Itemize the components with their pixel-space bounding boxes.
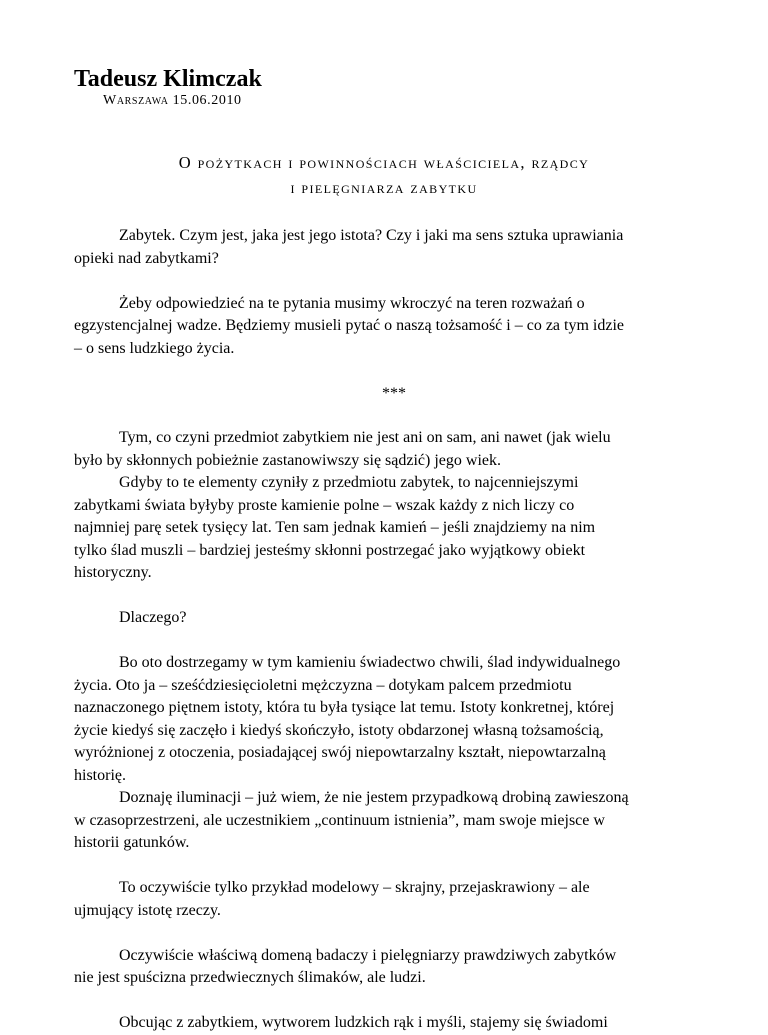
text-line: Obcując z zabytkiem, wytworem ludzkich rąk i myśli, stajemy się świadomi: [119, 1014, 608, 1031]
text-line: zabytkami świata byłyby proste kamienie polne – wszak każdy z nich liczy co: [74, 496, 575, 514]
text-line: najmniej parę setek tysięcy lat. Ten sam jednak kamień – jeśli znajdziemy na nim: [74, 519, 596, 536]
paragraph: [74, 945, 714, 990]
text-line: historię.: [74, 766, 126, 784]
text-line: Zabytek. Czym jest, jaka jest jego istota? Czy i jaki ma sens sztuka uprawiania: [119, 227, 624, 244]
paragraph: [74, 607, 714, 630]
text-line: Gdyby to te elementy czyniły z przedmiotu zabytek, to najcenniejszymi: [119, 474, 579, 491]
document-body: [74, 225, 714, 1035]
text-line: historyczny.: [74, 564, 152, 581]
text-line: w czasoprzestrzeni, ale uczestnikiem „continuum istnienia”, mam swoje miejsce w: [74, 811, 605, 829]
title-line: O pożytkach i powinnościach właściciela, rządcy: [178, 153, 590, 172]
text-line: życie kiedyś się zaczęło i kiedyś skończyło, istoty obdarzonej własną tożsamością,: [74, 721, 604, 739]
text-line: było by skłonnych pobieżnie zastanowiwszy się sądzić) jego wiek.: [74, 451, 501, 469]
text-line: Żeby odpowiedzieć na te pytania musimy wkroczyć na teren rozważań o: [119, 294, 585, 312]
text-line: Tym, co czyni przedmiot zabytkiem nie jest ani on sam, ani nawet (jak wielu: [119, 429, 611, 446]
paragraph: [74, 877, 714, 922]
paragraph: [74, 652, 714, 787]
document-title: [74, 150, 694, 200]
text-line: opieki nad zabytkami?: [74, 249, 219, 267]
text-line: ujmujący istotę rzeczy.: [74, 901, 221, 919]
author-name: Tadeusz Klimczak: [74, 66, 262, 92]
paragraph: [74, 1012, 714, 1035]
text-line: nie jest spuścizna przedwiecznych ślimaków, ale ludzi.: [74, 969, 426, 986]
text-line: Doznaję iluminacji – już wiem, że nie jestem przypadkową drobiną zawieszoną: [119, 789, 629, 806]
text-line: wyróżnionej z otoczenia, posiadającej swój niepowtarzalny kształt, niepowtarzalną: [74, 744, 606, 761]
paragraph: [74, 427, 714, 472]
paragraph: [74, 293, 714, 361]
text-line: – o sens ludzkiego życia.: [74, 339, 235, 357]
text-line: egzystencjalnej wadze. Będziemy musieli pytać o naszą tożsamość i – co za tym idzie: [74, 317, 625, 334]
text-line: naznaczonego piętnem istoty, która tu była tysiące lat temu. Istoty konkretnej, której: [74, 699, 615, 716]
section-separator: ***: [382, 384, 406, 402]
text-line: tylko ślad muszli – bardziej jesteśmy skłonni postrzegać jako wyjątkowy obiekt: [74, 541, 586, 559]
text-line: życia. Oto ja – sześćdziesięcioletni mężczyzna – dotykam palcem przedmiotu: [74, 676, 572, 694]
text-line: Bo oto dostrzegamy w tym kamieniu świadectwo chwili, ślad indywidualnego: [119, 654, 621, 671]
paragraph: [74, 225, 714, 270]
text-line: historii gatunków.: [74, 834, 190, 851]
place-and-date: Warszawa 15.06.2010: [103, 93, 242, 108]
paragraph: [74, 472, 714, 585]
text-line: Oczywiście właściwą domeną badaczy i pielęgniarzy prawdziwych zabytków: [119, 946, 617, 964]
paragraph: [74, 787, 714, 855]
text-line: Dlaczego?: [119, 609, 187, 626]
text-line: To oczywiście tylko przykład modelowy – skrajny, przejaskrawiony – ale: [119, 879, 590, 896]
title-line: i pielęgniarza zabytku: [290, 178, 478, 197]
